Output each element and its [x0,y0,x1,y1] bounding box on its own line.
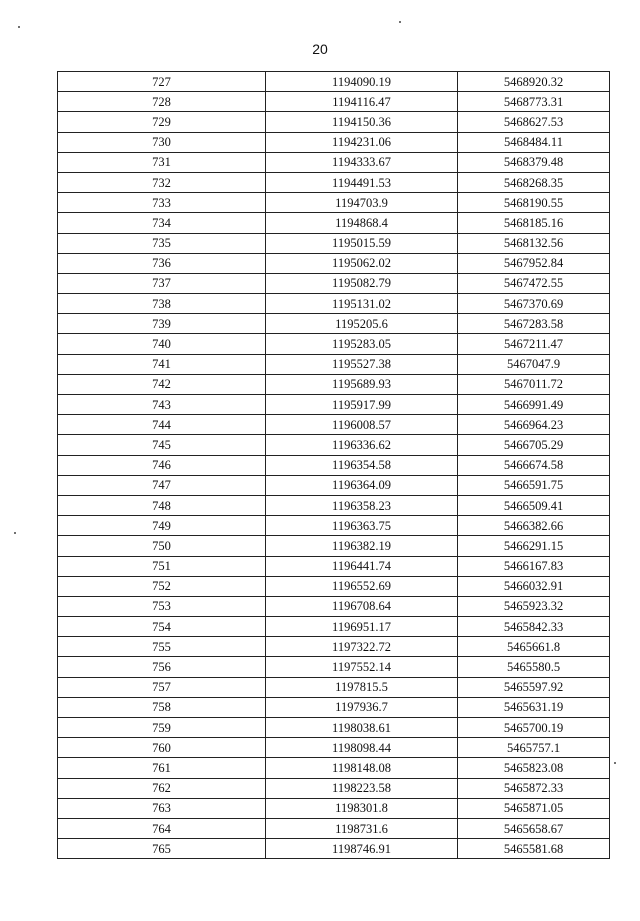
coordinates-table [57,71,610,859]
y-coordinate-cell: 5465631.19 [458,697,610,717]
point-number-cell: 727 [58,72,266,92]
x-coordinate-cell: 1194868.4 [266,213,458,233]
y-coordinate-cell: 5466509.41 [458,495,610,515]
y-coordinate-cell: 5465581.68 [458,839,610,859]
point-number-cell: 758 [58,697,266,717]
y-coordinate-cell: 5465658.67 [458,818,610,838]
y-coordinate-cell: 5465757.1 [458,738,610,758]
x-coordinate-cell: 1194333.67 [266,152,458,172]
x-coordinate-cell: 1195062.02 [266,253,458,273]
table-row [58,92,610,112]
x-coordinate-cell: 1197815.5 [266,677,458,697]
point-number-cell: 732 [58,172,266,192]
point-number-cell: 741 [58,354,266,374]
table-row [58,132,610,152]
table-row [58,839,610,859]
x-coordinate-cell: 1195283.05 [266,334,458,354]
y-coordinate-cell: 5467011.72 [458,374,610,394]
x-coordinate-cell: 1196552.69 [266,576,458,596]
y-coordinate-cell: 5465871.05 [458,798,610,818]
table-row [58,495,610,515]
scan-speck [14,532,16,534]
table-row [58,314,610,334]
table-row [58,435,610,455]
x-coordinate-cell: 1196364.09 [266,475,458,495]
table-row [58,778,610,798]
x-coordinate-cell: 1194231.06 [266,132,458,152]
y-coordinate-cell: 5466382.66 [458,516,610,536]
point-number-cell: 735 [58,233,266,253]
point-number-cell: 765 [58,839,266,859]
point-number-cell: 731 [58,152,266,172]
scan-speck [399,21,401,23]
table-row [58,677,610,697]
y-coordinate-cell: 5465700.19 [458,718,610,738]
y-coordinate-cell: 5466167.83 [458,556,610,576]
point-number-cell: 743 [58,395,266,415]
point-number-cell: 763 [58,798,266,818]
scan-speck [18,26,20,28]
y-coordinate-cell: 5468185.16 [458,213,610,233]
point-number-cell: 736 [58,253,266,273]
x-coordinate-cell: 1198098.44 [266,738,458,758]
x-coordinate-cell: 1195205.6 [266,314,458,334]
point-number-cell: 761 [58,758,266,778]
point-number-cell: 746 [58,455,266,475]
x-coordinate-cell: 1197552.14 [266,657,458,677]
x-coordinate-cell: 1197936.7 [266,697,458,717]
y-coordinate-cell: 5468379.48 [458,152,610,172]
y-coordinate-cell: 5465842.33 [458,617,610,637]
x-coordinate-cell: 1196441.74 [266,556,458,576]
y-coordinate-cell: 5467472.55 [458,273,610,293]
x-coordinate-cell: 1196951.17 [266,617,458,637]
point-number-cell: 730 [58,132,266,152]
x-coordinate-cell: 1198731.6 [266,818,458,838]
x-coordinate-cell: 1194703.9 [266,193,458,213]
point-number-cell: 748 [58,495,266,515]
table-row [58,697,610,717]
table-row [58,657,610,677]
table-row [58,738,610,758]
y-coordinate-cell: 5468132.56 [458,233,610,253]
x-coordinate-cell: 1194491.53 [266,172,458,192]
x-coordinate-cell: 1194150.36 [266,112,458,132]
point-number-cell: 751 [58,556,266,576]
table-row [58,818,610,838]
table-row [58,152,610,172]
table-row [58,475,610,495]
table-row [58,798,610,818]
x-coordinate-cell: 1198301.8 [266,798,458,818]
x-coordinate-cell: 1198038.61 [266,718,458,738]
y-coordinate-cell: 5465823.08 [458,758,610,778]
y-coordinate-cell: 5468484.11 [458,132,610,152]
point-number-cell: 753 [58,596,266,616]
point-number-cell: 760 [58,738,266,758]
x-coordinate-cell: 1196354.58 [266,455,458,475]
x-coordinate-cell: 1196708.64 [266,596,458,616]
y-coordinate-cell: 5468268.35 [458,172,610,192]
y-coordinate-cell: 5465923.32 [458,596,610,616]
table-row [58,172,610,192]
table-row [58,576,610,596]
point-number-cell: 762 [58,778,266,798]
page-number: 20 [312,41,328,57]
y-coordinate-cell: 5466674.58 [458,455,610,475]
point-number-cell: 738 [58,294,266,314]
y-coordinate-cell: 5467952.84 [458,253,610,273]
point-number-cell: 749 [58,516,266,536]
table-row [58,536,610,556]
table-row [58,637,610,657]
table-row [58,395,610,415]
y-coordinate-cell: 5468920.32 [458,72,610,92]
x-coordinate-cell: 1196008.57 [266,415,458,435]
y-coordinate-cell: 5465580.5 [458,657,610,677]
y-coordinate-cell: 5467370.69 [458,294,610,314]
x-coordinate-cell: 1196336.62 [266,435,458,455]
y-coordinate-cell: 5465661.8 [458,637,610,657]
x-coordinate-cell: 1198148.08 [266,758,458,778]
point-number-cell: 764 [58,818,266,838]
x-coordinate-cell: 1195689.93 [266,374,458,394]
x-coordinate-cell: 1197322.72 [266,637,458,657]
y-coordinate-cell: 5465872.33 [458,778,610,798]
y-coordinate-cell: 5466591.75 [458,475,610,495]
x-coordinate-cell: 1194116.47 [266,92,458,112]
table-row [58,455,610,475]
x-coordinate-cell: 1194090.19 [266,72,458,92]
x-coordinate-cell: 1196363.75 [266,516,458,536]
y-coordinate-cell: 5465597.92 [458,677,610,697]
x-coordinate-cell: 1196382.19 [266,536,458,556]
point-number-cell: 739 [58,314,266,334]
point-number-cell: 754 [58,617,266,637]
y-coordinate-cell: 5466705.29 [458,435,610,455]
y-coordinate-cell: 5467047.9 [458,354,610,374]
x-coordinate-cell: 1198223.58 [266,778,458,798]
y-coordinate-cell: 5467283.58 [458,314,610,334]
point-number-cell: 728 [58,92,266,112]
point-number-cell: 733 [58,193,266,213]
table-row [58,516,610,536]
y-coordinate-cell: 5467211.47 [458,334,610,354]
table-row [58,718,610,738]
table-row [58,112,610,132]
table-row [58,354,610,374]
y-coordinate-cell: 5468773.31 [458,92,610,112]
table-row [58,294,610,314]
table-row [58,596,610,616]
x-coordinate-cell: 1195131.02 [266,294,458,314]
table-row [58,72,610,92]
table-row [58,556,610,576]
point-number-cell: 747 [58,475,266,495]
point-number-cell: 755 [58,637,266,657]
scan-speck [614,762,616,764]
point-number-cell: 742 [58,374,266,394]
y-coordinate-cell: 5466032.91 [458,576,610,596]
x-coordinate-cell: 1198746.91 [266,839,458,859]
y-coordinate-cell: 5466291.15 [458,536,610,556]
table-row [58,273,610,293]
table-row [58,253,610,273]
table-row [58,213,610,233]
point-number-cell: 757 [58,677,266,697]
table-row [58,334,610,354]
point-number-cell: 759 [58,718,266,738]
y-coordinate-cell: 5466964.23 [458,415,610,435]
table-row [58,374,610,394]
x-coordinate-cell: 1196358.23 [266,495,458,515]
point-number-cell: 729 [58,112,266,132]
y-coordinate-cell: 5468190.55 [458,193,610,213]
x-coordinate-cell: 1195082.79 [266,273,458,293]
coordinates-table-body [58,72,610,859]
y-coordinate-cell: 5468627.53 [458,112,610,132]
table-row [58,617,610,637]
point-number-cell: 750 [58,536,266,556]
x-coordinate-cell: 1195917.99 [266,395,458,415]
point-number-cell: 737 [58,273,266,293]
point-number-cell: 752 [58,576,266,596]
point-number-cell: 734 [58,213,266,233]
point-number-cell: 744 [58,415,266,435]
table-row [58,193,610,213]
point-number-cell: 756 [58,657,266,677]
table-row [58,415,610,435]
point-number-cell: 740 [58,334,266,354]
point-number-cell: 745 [58,435,266,455]
table-row [58,233,610,253]
table-row [58,758,610,778]
x-coordinate-cell: 1195527.38 [266,354,458,374]
x-coordinate-cell: 1195015.59 [266,233,458,253]
y-coordinate-cell: 5466991.49 [458,395,610,415]
